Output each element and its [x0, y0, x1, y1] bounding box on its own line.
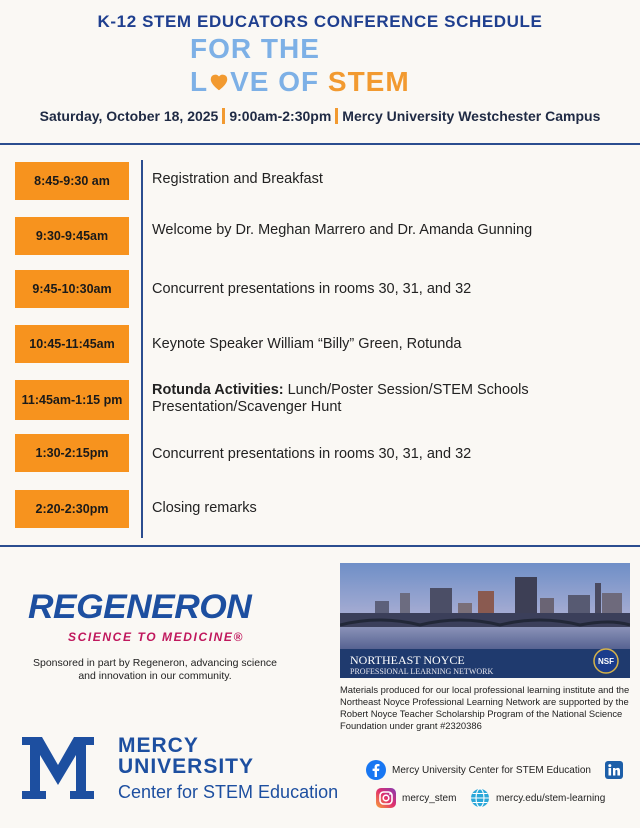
tagline-line2: [190, 66, 410, 98]
schedule-event: Concurrent presentations in rooms 30, 31, and 32: [152, 446, 472, 462]
noyce-banner-image: [340, 563, 630, 678]
event-label-bold: Rotunda Activities:: [152, 382, 284, 398]
facebook-icon: [366, 760, 386, 780]
time-slot: 9:45-10:30am: [15, 270, 129, 308]
schedule-event: Welcome by Dr. Meghan Marrero and Dr. Amanda Gunning: [152, 222, 533, 238]
social-instagram[interactable]: [376, 788, 456, 808]
event-location: Mercy University Westchester Campus: [342, 108, 601, 124]
tagline-line1: FOR THE: [190, 33, 320, 64]
banner-title: NORTHEAST NOYCE: [350, 653, 465, 667]
sponsor-text: Sponsored in part by Regeneron, advancing science and innovation in our community.: [33, 657, 277, 682]
website-link[interactable]: mercy.edu/stem-learning: [496, 792, 606, 804]
globe-icon: [470, 788, 490, 808]
schedule-event: Closing remarks: [152, 500, 257, 516]
mercy-logo-line2: UNIVERSITY: [118, 755, 255, 778]
schedule-event: Concurrent presentations in rooms 30, 31, and 32: [152, 281, 472, 297]
time-slot: 11:45am-1:15 pm: [15, 380, 129, 420]
event-details: [0, 108, 640, 124]
tagline-stem: STEM: [327, 66, 410, 97]
materials-text: Materials produced for our local professional learning institute and the Northeast Noyce Professional Learning Network are supported by the Robert Noyce Teacher Scholarship Program of the National Science Foundation under grant #2320386: [340, 684, 630, 731]
social-facebook[interactable]: [366, 760, 623, 780]
tagline-l: L: [190, 66, 209, 97]
event-date: Saturday, October 18, 2025: [39, 108, 219, 124]
divider: [335, 108, 338, 124]
time-slot: 1:30-2:15pm: [15, 434, 129, 472]
regeneron-logo: REGENERON: [28, 588, 252, 626]
social-website[interactable]: [470, 788, 605, 808]
instagram-icon: [376, 788, 396, 808]
tagline-ve-of: VE OF: [230, 66, 320, 97]
time-slot: 8:45-9:30 am: [15, 162, 129, 200]
banner-subtitle: PROFESSIONAL LEARNING NETWORK: [350, 667, 494, 676]
city-skyline-image: [340, 563, 630, 678]
page-title: K-12 STEM EDUCATORS CONFERENCE SCHEDULE: [97, 12, 543, 31]
schedule-event: Keynote Speaker William “Billy” Green, Rotunda: [152, 336, 462, 352]
heart-icon: [208, 71, 230, 93]
schedule-event: [152, 382, 622, 416]
nsf-badge: NSF: [598, 657, 614, 666]
bottom-divider: [0, 545, 640, 547]
mercy-logo-line1: MERCY: [118, 734, 199, 757]
mercy-logo-line3: Center for STEM Education: [118, 782, 339, 802]
schedule-divider-line: [141, 160, 143, 538]
instagram-handle[interactable]: mercy_stem: [402, 792, 457, 804]
time-slot: 10:45-11:45am: [15, 325, 129, 363]
top-divider: [0, 143, 640, 145]
linkedin-icon[interactable]: [605, 761, 623, 779]
schedule-event: Registration and Breakfast: [152, 171, 323, 187]
event-time: 9:00am-2:30pm: [229, 108, 332, 124]
time-slot: 2:20-2:30pm: [15, 490, 129, 528]
mercy-m-logo-icon: [20, 735, 96, 801]
regeneron-tagline: SCIENCE TO MEDICINE®: [68, 630, 244, 644]
time-slot: 9:30-9:45am: [15, 217, 129, 255]
divider: [222, 108, 225, 124]
event-text: Lunch/Poster Session/STEM Schools Presentation/Scavenger Hunt: [152, 382, 529, 415]
facebook-handle[interactable]: Mercy University Center for STEM Education: [392, 764, 591, 776]
